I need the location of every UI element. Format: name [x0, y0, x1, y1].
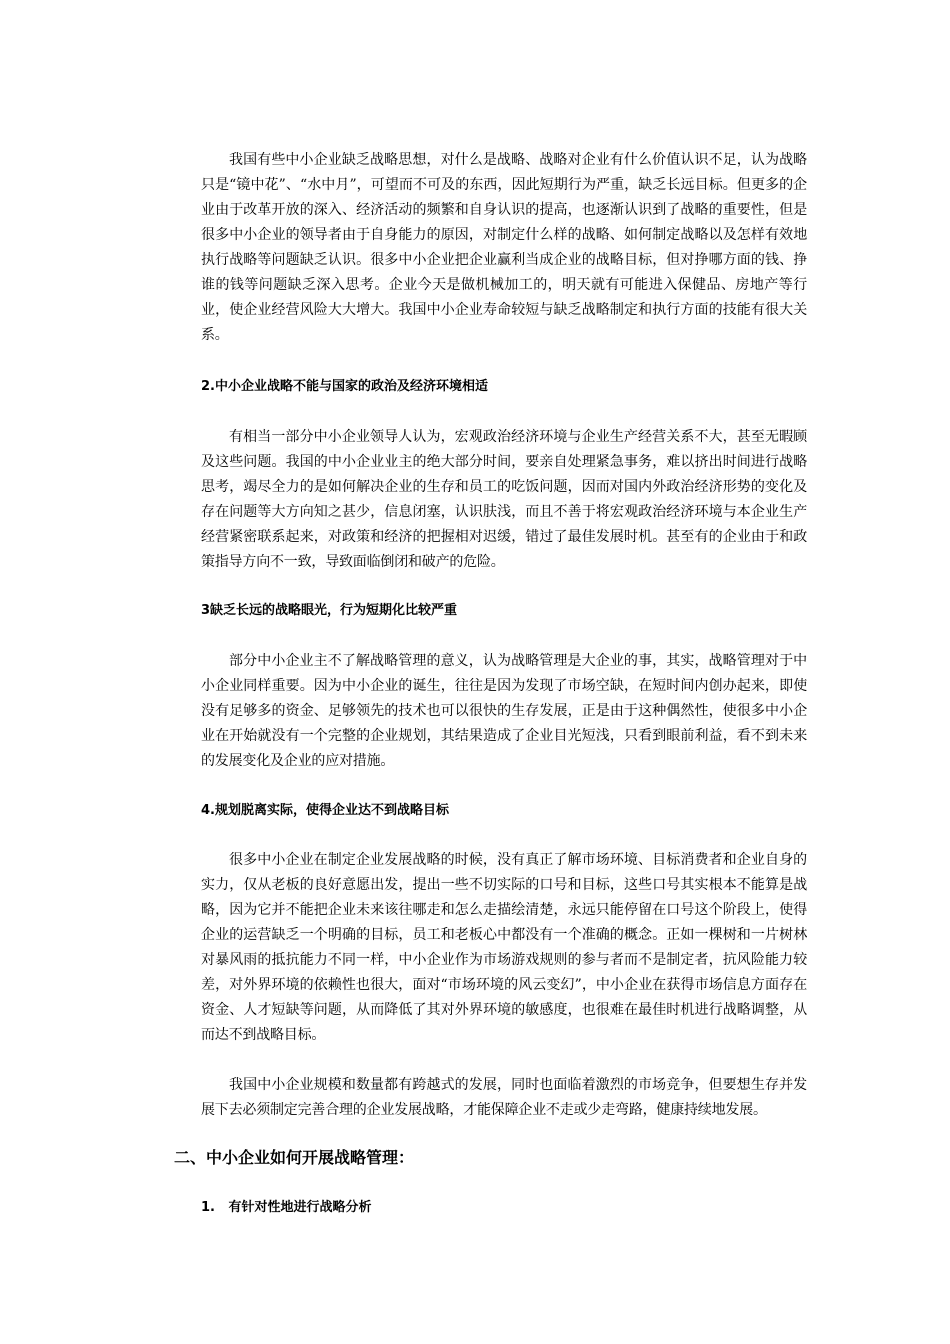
paragraph-planning-reality: 很多中小企业在制定企业发展战略的时候，没有真正了解市场环境、目标消费者和企业自身的实力，仅从老板的良好意愿出发，提出一些不切实际的口号和目标，这些口号其实根本不能算是战略，因为它并不能把企业未来该往哪走和怎么走描绘清楚，永远只能停留在口号这个阶段上，使得企业的运营缺乏一个明确的目标，员工和老板心中都没有一个准确的概念。正如一棵树和一片树林对暴风雨的抵抗能力不同一样，中小企业作为市场游戏规则的参与者而不是制定者，抗风险能力较差，对外界环境的依赖性也很大，面对“市场环境的风云变幻”，中小企业在获得市场信息方面存在资金、人才短缺等问题，从而降低了其对外界环境的敏感度，也很难在最佳时机进行战略调整，从而达不到战略目标。	[201, 852, 807, 1043]
paragraph-strategy-importance: 部分中小企业主不了解战略管理的意义，认为战略管理是大企业的事，其实，战略管理对于中小企业同样重要。因为中小企业的诞生，往往是因为发现了市场空缺，在短时间内创办起来，即使没有足够多的资金、足够领先的技术也可以很快的生存发展，正是由于这种偶然性，使很多中小企业在开始就没有一个完整的企业规划，其结果造成了企业目光短浅，只看到眼前利益，看不到未来的发展变化及企业的应对措施。	[201, 653, 807, 769]
subsection-strategy-analysis: 1. 有针对性地进行战略分析	[201, 1200, 372, 1215]
heading-unrealistic-planning: 4.规划脱离实际，使得企业达不到战略目标	[201, 803, 449, 818]
paragraph-macro-environment: 有相当一部分中小企业领导人认为，宏观政治经济环境与企业生产经营关系不大，甚至无暇顾及这些问题。我国的中小企业业主的绝大部分时间，要亲自处理紧急事务，难以挤出时间进行战略思考，竭尽全力的是如何解决企业的生存和员工的吃饭问题，因而对国内外政治经济形势的变化及存在问题等大方向知之甚少，信息闭塞，认识肤浅，而且不善于将宏观政治经济环境与本企业生产经营紧密联系起来，对政策和经济的把握相对迟缓，错过了最佳发展时机。甚至有的企业由于和政策指导方向不一致，导致面临倒闭和破产的危险。	[201, 429, 807, 570]
heading-political-economic-environment: 2.中小企业战略不能与国家的政治及经济环境相适	[201, 379, 488, 394]
section-title-strategy-management: 二、中小企业如何开展战略管理：	[174, 1148, 415, 1167]
paragraph-strategy-awareness: 我国有些中小企业缺乏战略思想，对什么是战略、战略对企业有什么价值认识不足，认为战略只是“镜中花”、“水中月”，可望而不可及的东西，因此短期行为严重，缺乏长远目标。但更多的企业由于改革开放的深入、经济活动的频繁和自身认识的提高，也逐渐认识到了战略的重要性，但是很多中小企业的领导者由于自身能力的原因，对制定什么样的战略、如何制定战略以及怎样有效地执行战略等问题缺乏认识。很多中小企业把企业赢利当成企业的战略目标，但对挣哪方面的钱、挣谁的钱等问题缺乏深入思考。企业今天是做机械加工的，明天就有可能进入保健品、房地产等行业，使企业经营风险大大增大。我国中小企业寿命较短与缺乏战略制定和执行方面的技能有很大关系。	[201, 152, 807, 343]
paragraph-sustainable-development: 我国中小企业规模和数量都有跨越式的发展，同时也面临着激烈的市场竞争，但要想生存并发展下去必须制定完善合理的企业发展战略，才能保障企业不走或少走弯路，健康持续地发展。	[201, 1077, 807, 1118]
heading-long-term-vision: 3缺乏长远的战略眼光，行为短期化比较严重	[201, 603, 458, 618]
